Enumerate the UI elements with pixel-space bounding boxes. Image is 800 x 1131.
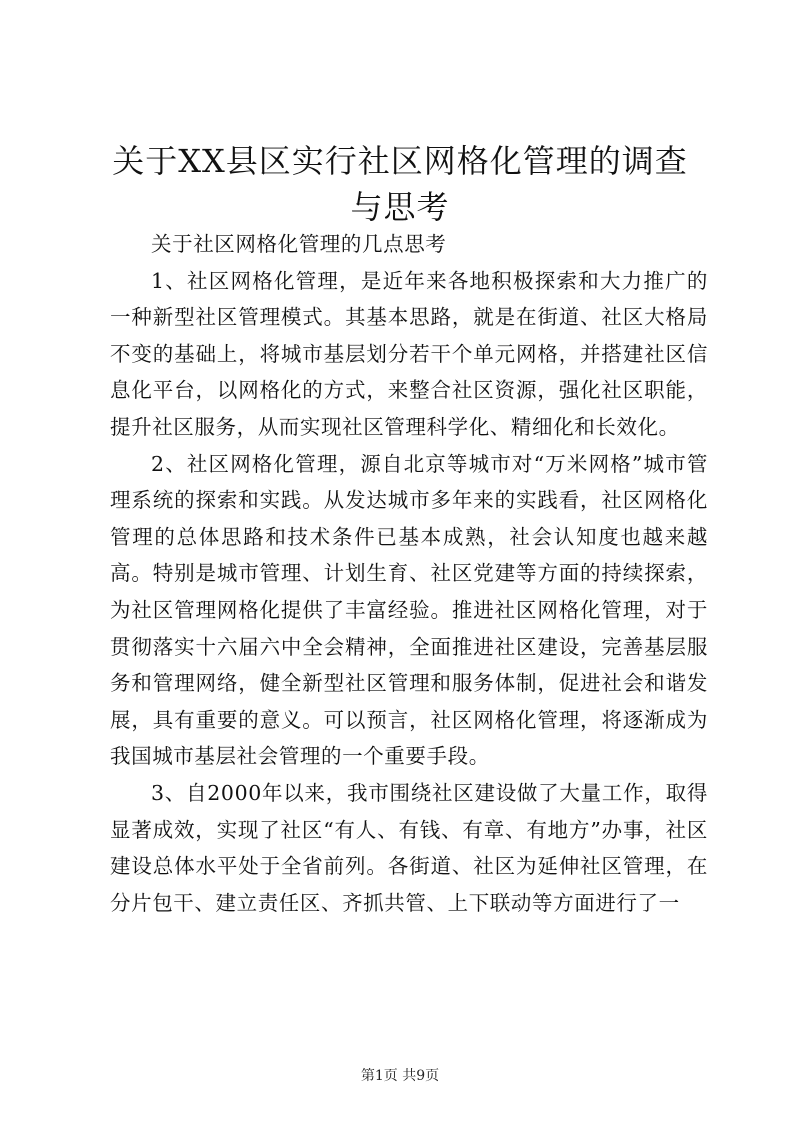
document-title: 关于XX县区实行社区网格化管理的调查与思考 — [112, 142, 688, 226]
document-body — [110, 226, 708, 921]
paragraph-1: 1、社区网格化管理，是近年来各地积极探索和大力推广的一种新型社区管理模式。其基本思路，就是在街道、社区大格局不变的基础上，将城市基层划分若干个单元网格，并搭建社区信息化平台，以网格化的方式，来整合社区资源，强化社区职能，提升社区服务，从而实现社区管理科学化、精细化和长效化。 — [110, 268, 708, 439]
paragraph-2: 2、社区网格化管理，源自北京等城市对“万米网格”城市管理系统的探索和实践。从发达城市多年来的实践看，社区网格化管理的总体思路和技术条件已基本成熟，社会认知度也越来越高。特别是城市管理、计划生育、社区党建等方面的持续探索，为社区管理网格化提供了丰富经验。推进社区网格化管理，对于贯彻落实十六届六中全会精神，全面推进社区建设，完善基层服务和管理网络，健全新型社区管理和服务体制，促进社会和谐发展，具有重要的意义。可以预言，社区网格化管理，将逐渐成为我国城市基层社会管理的一个重要手段。 — [110, 451, 708, 769]
page-number-footer: 第1页 共9页 — [360, 1068, 440, 1084]
section-subtitle: 关于社区网格化管理的几点思考 — [151, 232, 447, 256]
paragraph-3: 3、自2000年以来，我市围绕社区建设做了大量工作，取得显著成效，实现了社区“有人、有钱、有章、有地方”办事，社区建设总体水平处于全省前列。各街道、社区为延伸社区管理，在分片包干、建立责任区、齐抓共管、上下联动等方面进行了一 — [110, 780, 708, 915]
